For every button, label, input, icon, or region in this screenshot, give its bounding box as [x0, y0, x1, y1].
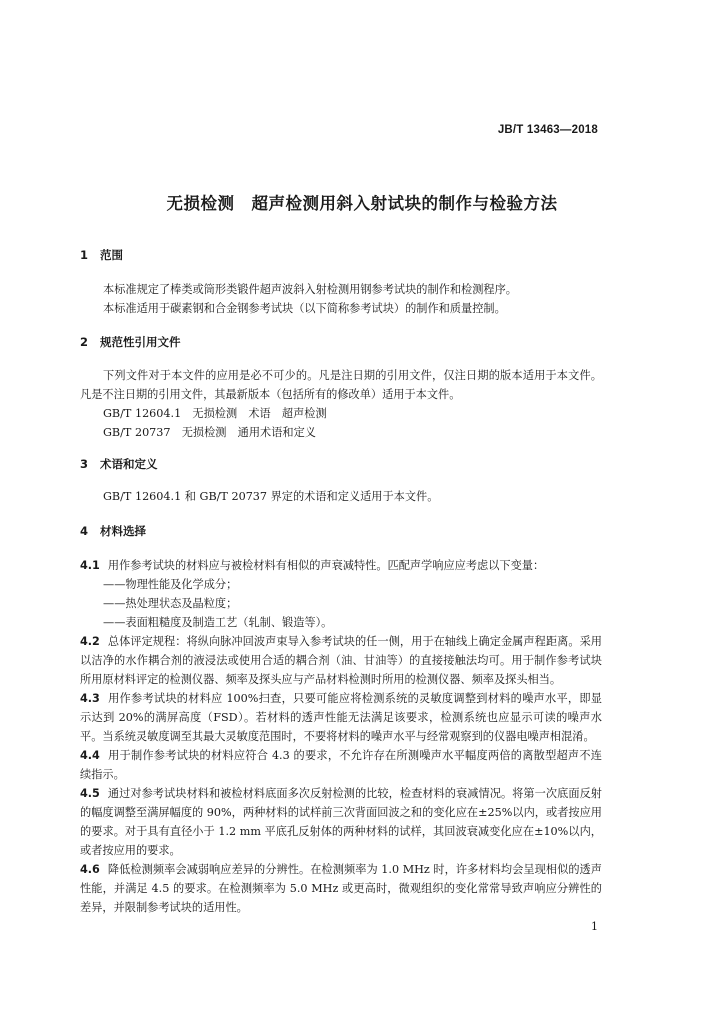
section-title: 材料选择 — [100, 524, 146, 538]
section-1-heading — [80, 247, 123, 263]
clause-number: 4.2 — [80, 635, 100, 648]
section-2-heading — [80, 334, 181, 350]
clause-text: 总体评定规程：将纵向脉冲回波声束导入参考试块的任一侧，用于在轴线上确定金属声程距离。采用以洁净的水作耦合剂的液浸法或使用合适的耦合剂（油、甘油等）的直接接触法均可。用于制作参考试块所用原材料评定的检测仪器、频率及探头应与产品材料检测时所用的检测仪器、频率及探头相当。 — [80, 635, 602, 686]
standard-number: JB/T 13463—2018 — [497, 124, 598, 136]
clause-4-6 — [80, 860, 602, 917]
clause-4-5 — [80, 784, 602, 860]
document-title: 无损检测 超声检测用斜入射试块的制作与检验方法 — [166, 194, 558, 213]
section-2-body — [80, 366, 602, 442]
section-title: 规范性引用文件 — [100, 335, 181, 349]
paragraph: 本标准适用于碳素钢和合金钢参考试块（以下简称参考试块）的制作和质量控制。 — [103, 302, 506, 315]
clause-number: 4.5 — [80, 787, 100, 800]
clause-text: 用作参考试块的材料应 100%扫查，只要可能应将检测系统的灵敏度调整到材料的噪声水平，即显示达到 20%的满屏高度（FSD）。若材料的透声性能无法满足该要求，检测系统也应显示可读的噪声水平。当系统灵敏度调至其最大灵敏度范围时，不要将材料的噪声水平与经常观察到的仪器电噪声相混淆。 — [80, 692, 602, 743]
section-4-heading — [80, 523, 146, 539]
clause-text: 通过对参考试块材料和被检材料底面多次反射检测的比较，检查材料的衰减情况。将第一次底面反射的幅度调整至满屏幅度的 90%，两种材料的试样前三次背面回波之和的变化应在±25%以内，或者按应用的要求。对于具有直径小于 1.2 mm 平底孔反射体的两种材料的试样，其回波衰减变化应在±10%以内，或者按应用的要求。 — [80, 787, 602, 857]
section-4-body — [80, 556, 602, 917]
section-1-body — [80, 280, 602, 318]
page-number: 1 — [591, 920, 598, 933]
reference-item: GB/T 20737 无损检测 通用术语和定义 — [103, 426, 316, 439]
paragraph: 本标准规定了棒类或筒形类锻件超声波斜入射检测用钢参考试块的制作和检测程序。 — [103, 283, 517, 296]
paragraph: GB/T 12604.1 和 GB/T 20737 界定的术语和定义适用于本文件。 — [103, 490, 439, 503]
section-3-body — [80, 487, 602, 506]
clause-text: 用于制作参考试块的材料应符合 4.3 的要求，不允许存在所测噪声水平幅度两倍的离散型超声不连续指示。 — [80, 749, 602, 781]
list-item: ——表面粗糙度及制造工艺（轧制、锻造等）。 — [103, 616, 333, 629]
clause-number: 4.4 — [80, 749, 100, 762]
section-3-heading — [80, 456, 158, 472]
section-title: 术语和定义 — [100, 457, 158, 471]
clause-number: 4.6 — [80, 863, 100, 876]
clause-4-4 — [80, 746, 602, 784]
clause-text: 降低检测频率会减弱响应差异的分辨性。在检测频率为 1.0 MHz 时，许多材料均会呈现相似的透声性能，并满足 4.5 的要求。在检测频率为 5.0 MHz 或更高时，微观组织的变化常常导致声响应分辨性的差异，并限制参考试块的适用性。 — [80, 863, 602, 914]
list-item: ——热处理状态及晶粒度； — [103, 597, 238, 610]
section-number: 2 — [80, 335, 89, 349]
clause-number: 4.1 — [80, 559, 100, 572]
list-item: ——物理性能及化学成分； — [103, 578, 238, 591]
clause-4-3 — [80, 689, 602, 746]
clause-4-1 — [80, 556, 602, 575]
reference-item: GB/T 12604.1 无损检测 术语 超声检测 — [103, 407, 327, 420]
section-number: 3 — [80, 457, 89, 471]
clause-4-2 — [80, 632, 602, 689]
paragraph: 下列文件对于本文件的应用是必不可少的。凡是注日期的引用文件，仅注日期的版本适用于本文件。凡是不注日期的引用文件，其最新版本（包括所有的修改单）适用于本文件。 — [80, 369, 602, 401]
section-title: 范围 — [100, 248, 123, 262]
section-number: 1 — [80, 248, 89, 262]
section-number: 4 — [80, 524, 89, 538]
clause-number: 4.3 — [80, 692, 100, 705]
clause-text: 用作参考试块的材料应与被检材料有相似的声衰减特性。匹配声学响应应考虑以下变量： — [107, 559, 545, 572]
